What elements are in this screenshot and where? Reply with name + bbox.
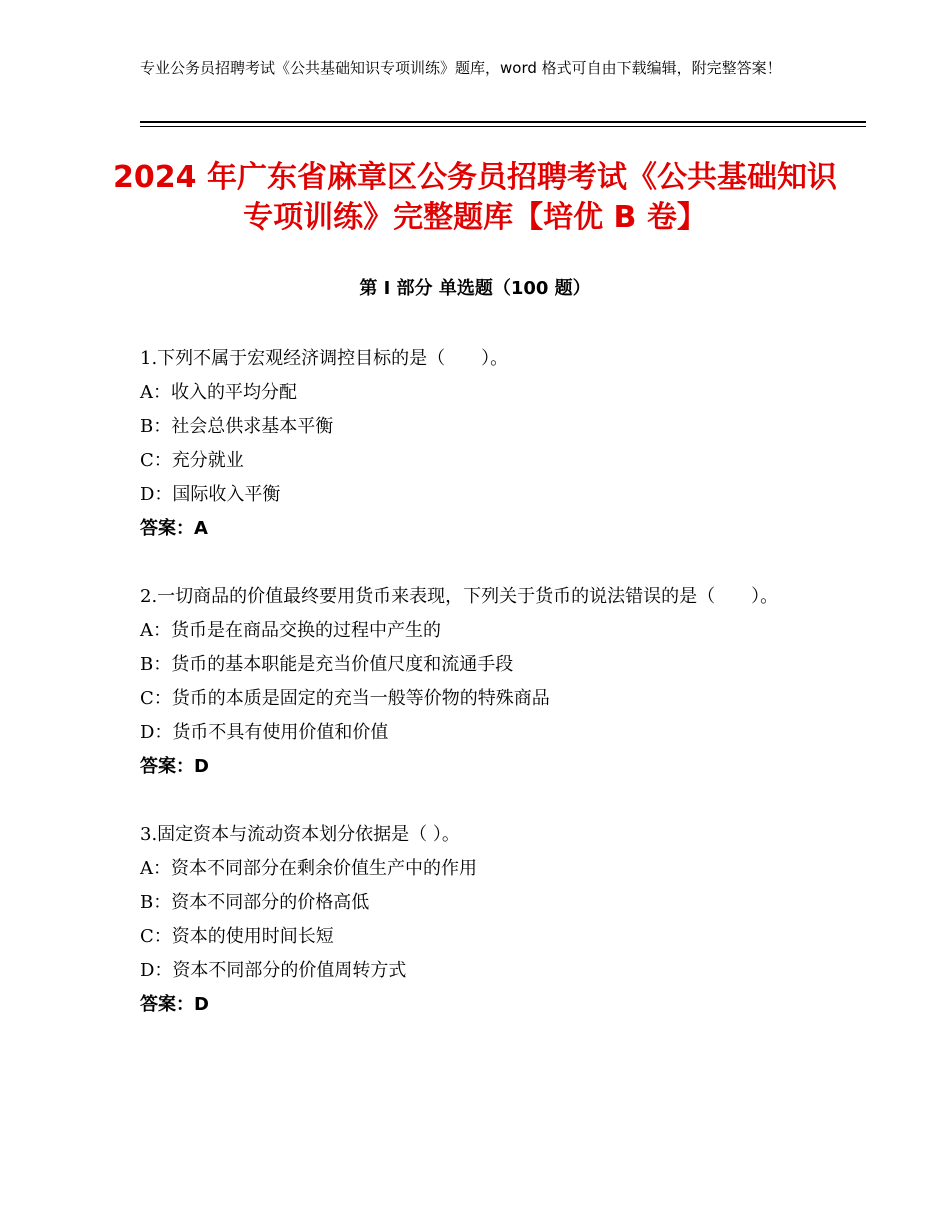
answer-value: A	[194, 518, 208, 539]
option-b: B：货币的基本职能是充当价值尺度和流通手段	[140, 654, 514, 675]
answer-line	[140, 512, 820, 546]
option-c: C：充分就业	[140, 450, 244, 471]
option-d: D：资本不同部分的价值周转方式	[140, 960, 407, 981]
option-b: B：资本不同部分的价格高低	[140, 892, 370, 913]
answer-line	[140, 988, 820, 1022]
section-title: 第 I 部分 单选题（100 题）	[359, 278, 591, 299]
question-stem: 3.固定资本与流动资本划分依据是（ ）。	[140, 824, 460, 845]
answer-label: 答案：	[140, 756, 194, 777]
answer-label: 答案：	[140, 518, 194, 539]
answer-value: D	[194, 994, 209, 1015]
document-title	[100, 158, 850, 238]
option-d: D：国际收入平衡	[140, 484, 281, 505]
question-2	[140, 580, 820, 784]
answer-label: 答案：	[140, 994, 194, 1015]
header-rule-thin	[140, 126, 866, 127]
question-1	[140, 342, 820, 546]
header-note: 专业公务员招聘考试《公共基础知识专项训练》题库，word 格式可自由下载编辑，附完整答案！	[140, 59, 782, 77]
answer-line	[140, 750, 820, 784]
option-a: A：货币是在商品交换的过程中产生的	[140, 620, 441, 641]
option-a: A：收入的平均分配	[140, 382, 297, 403]
question-3	[140, 818, 820, 1022]
option-c: C：资本的使用时间长短	[140, 926, 334, 947]
question-list	[140, 342, 820, 1056]
answer-value: D	[194, 756, 209, 777]
question-stem: 1.下列不属于宏观经济调控目标的是（ ）。	[140, 348, 509, 369]
option-d: D：货币不具有使用价值和价值	[140, 722, 389, 743]
document-title-text: 2024 年广东省麻章区公务员招聘考试《公共基础知识专项训练》完整题库【培优 B 卷】	[113, 160, 837, 235]
option-a: A：资本不同部分在剩余价值生产中的作用	[140, 858, 477, 879]
option-b: B：社会总供求基本平衡	[140, 416, 334, 437]
option-c: C：货币的本质是固定的充当一般等价物的特殊商品	[140, 688, 550, 709]
question-stem: 2.一切商品的价值最终要用货币来表现，下列关于货币的说法错误的是（ ）。	[140, 586, 779, 607]
header-rule-thick	[140, 121, 866, 123]
